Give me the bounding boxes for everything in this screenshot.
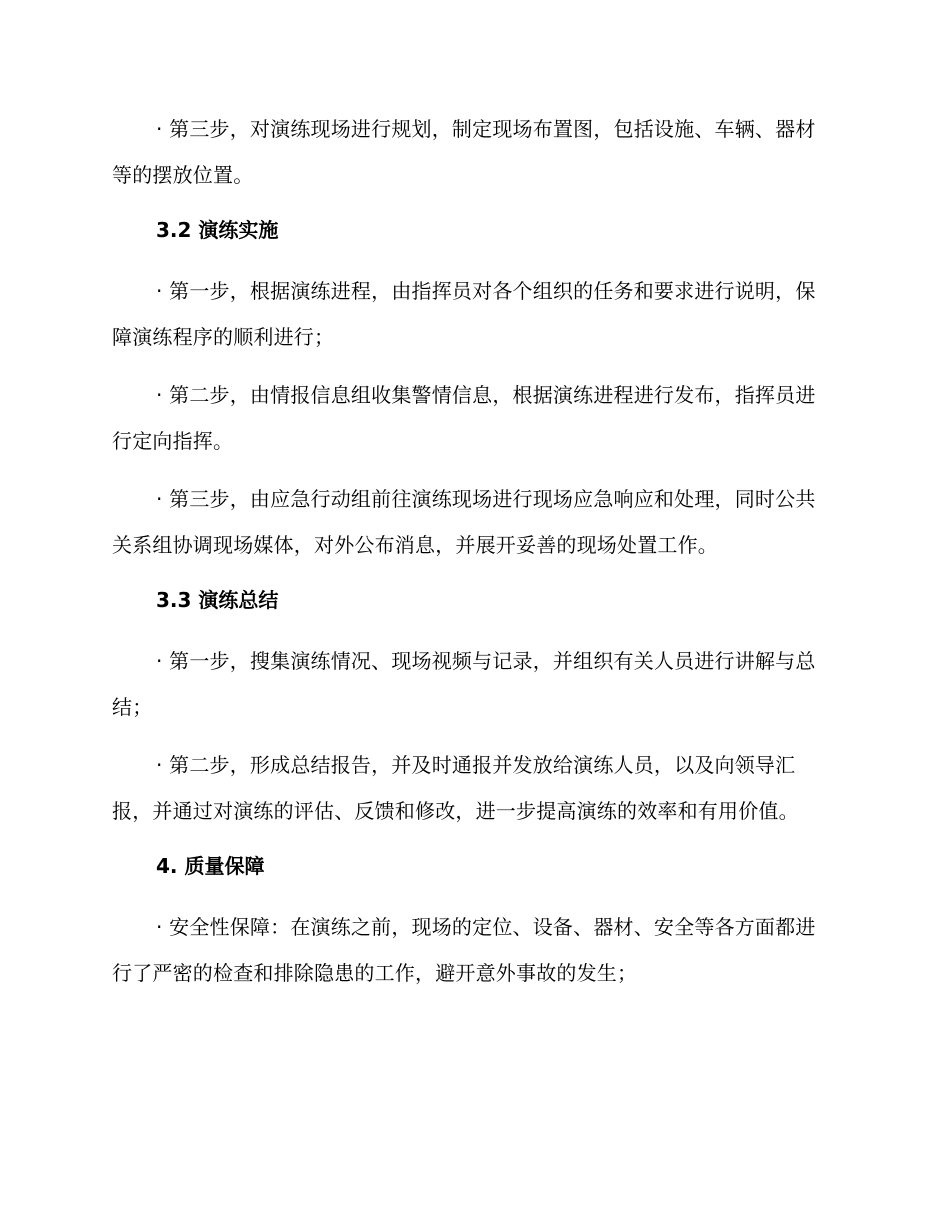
- paragraph-step2-intel-collection: · 第二步，由情报信息组收集警情信息，根据演练进程进行发布，指挥员进行定向指挥。: [112, 383, 816, 453]
- paragraph-safety-assurance: · 安全性保障：在演练之前，现场的定位、设备、器材、安全等各方面都进行了严密的检查和排除隐患的工作，避开意外事故的发生；: [112, 915, 816, 985]
- paragraph-step3-site-planning: · 第三步，对演练现场进行规划，制定现场布置图，包括设施、车辆、器材等的摆放位置。: [112, 117, 816, 187]
- paragraph-step1-commander-briefing: · 第一步，根据演练进程，由指挥员对各个组织的任务和要求进行说明，保障演练程序的顺利进行；: [112, 279, 816, 349]
- section-heading-3-2: 3.2 演练实施: [156, 218, 279, 242]
- paragraph-step1-collect-records: · 第一步，搜集演练情况、现场视频与记录，并组织有关人员进行讲解与总结；: [112, 649, 816, 719]
- document-body: [112, 106, 828, 1008]
- section-heading-3-3: 3.3 演练总结: [156, 588, 279, 612]
- paragraph-step2-summary-report: · 第二步，形成总结报告，并及时通报并发放给演练人员，以及向领导汇报，并通过对演练的评估、反馈和修改，进一步提高演练的效率和有用价值。: [112, 753, 799, 823]
- paragraph-step3-emergency-response: · 第三步，由应急行动组前往演练现场进行现场应急响应和处理，同时公共关系组协调现场媒体，对外公布消息，并展开妥善的现场处置工作。: [112, 487, 816, 557]
- section-heading-4: 4. 质量保障: [156, 854, 265, 878]
